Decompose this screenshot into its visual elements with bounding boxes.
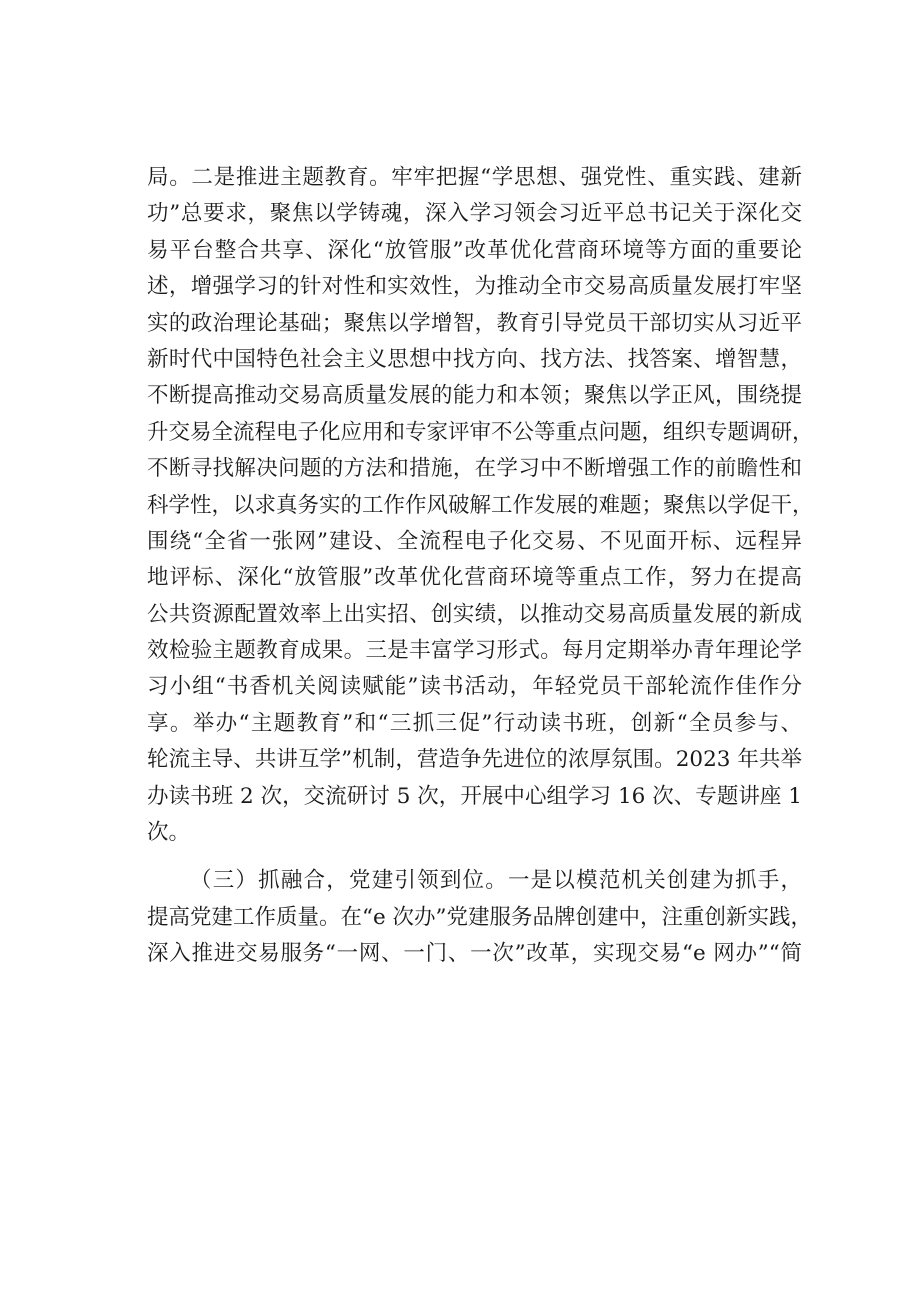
text-line: 不断寻找解决问题的方法和措施，在学习中不断增强工作的前瞻性和 (147, 456, 802, 482)
text-line: 不断提高推动交易高质量发展的能力和本领；聚焦以学正风，围绕提 (147, 383, 802, 409)
text-line: 易平台整合共享、深化“放管服”改革优化营商环境等方面的重要论 (147, 237, 802, 263)
text-line: 新时代中国特色社会主义思想中找方向、找方法、找答案、增智慧， (147, 346, 802, 372)
text-line: 述，增强学习的针对性和实效性，为推动全市交易高质量发展打牢坚 (147, 274, 802, 300)
text-line: 科学性，以求真务实的工作作风破解工作发展的难题；聚焦以学促干， (147, 492, 814, 518)
paragraph-spacer (147, 851, 802, 863)
paragraph-1 (147, 160, 814, 851)
text-line: 升交易全流程电子化应用和专家评审不公等重点问题，组织专题调研， (147, 419, 814, 445)
text-line: 功”总要求，聚焦以学铸魂，深入学习领会习近平总书记关于深化交 (147, 201, 802, 227)
text-line: 办读书班 2 次，交流研讨 5 次，开展中心组学习 16 次、专题讲座 1 (147, 783, 802, 809)
text-line: 围绕“全省一张网”建设、全流程电子化交易、不见面开标、远程异 (147, 528, 802, 554)
text-line: 习小组“书香机关阅读赋能”读书活动，年轻党员干部轮流作佳作分 (147, 674, 802, 700)
text-line: 局。二是推进主题教育。牢牢把握“学思想、强党性、重实践、建新 (147, 165, 802, 190)
text-line: 效检验主题教育成果。三是丰富学习形式。每月定期举办青年理论学 (147, 638, 802, 664)
text-line: 次。 (147, 820, 191, 846)
text-line: 享。举办“主题教育”和“三抓三促”行动读书班，创新“全员参与、 (147, 710, 802, 736)
paragraph-2 (147, 863, 813, 972)
text-line: 深入推进交易服务“一网、一门、一次”改革，实现交易“e 网办”“简 (147, 941, 802, 967)
text-line: 提高党建工作质量。在“e 次办”党建服务品牌创建中，注重创新实践， (147, 904, 813, 930)
document-body (147, 160, 814, 973)
text-line: 轮流主导、共讲互学”机制，营造争先进位的浓厚氛围。2023 年共举 (147, 747, 802, 773)
text-line: 地评标、深化“放管服”改革优化营商环境等重点工作，努力在提高 (147, 565, 802, 591)
text-line: 公共资源配置效率上出实招、创实绩，以推动交易高质量发展的新成 (147, 601, 802, 627)
text-line: （三）抓融合，党建引领到位。一是以模范机关创建为抓手， (190, 868, 802, 894)
text-line: 实的政治理论基础；聚焦以学增智，教育引导党员干部切实从习近平 (147, 310, 802, 336)
